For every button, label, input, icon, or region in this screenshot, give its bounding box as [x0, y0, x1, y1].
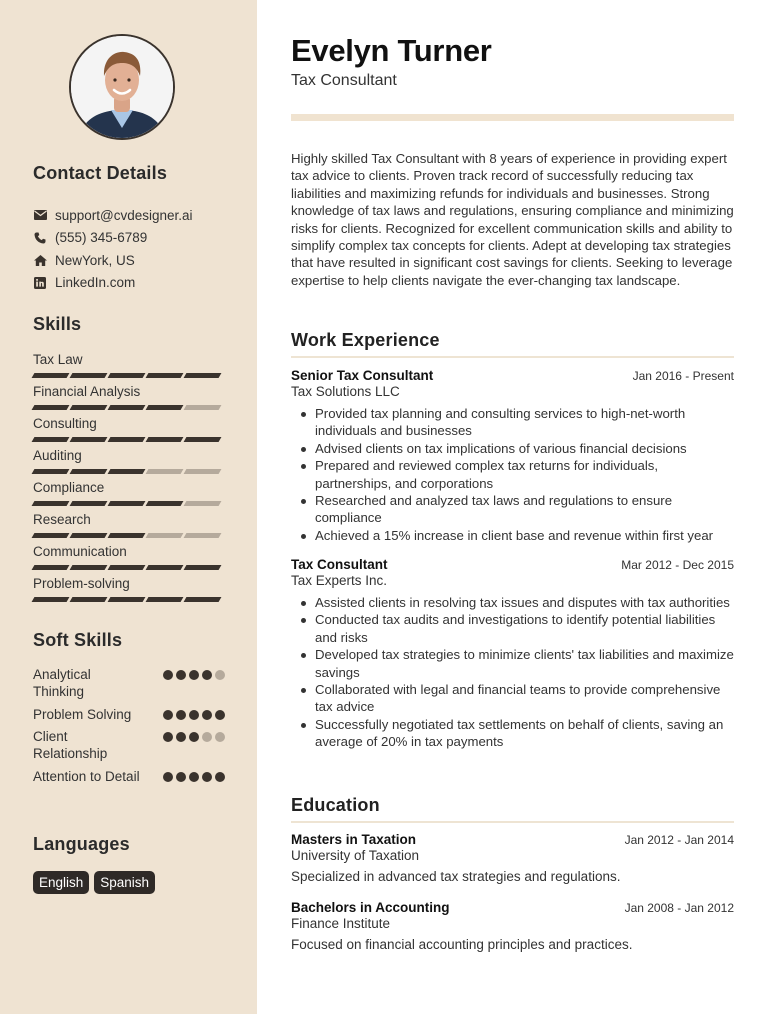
rating-dot [176, 670, 186, 680]
bullet-item: Achieved a 15% increase in client base and revenue within first year [291, 527, 734, 544]
skill-level-segment [184, 469, 222, 474]
rating-dot [215, 732, 225, 742]
bullet-item: Advised clients on tax implications of various financial decisions [291, 440, 734, 457]
bullet-item: Provided tax planning and consulting services to high-net-worth individuals and businesses [291, 405, 734, 440]
soft-skill-label: Problem Solving [33, 707, 132, 722]
work-heading: Work Experience [291, 330, 440, 350]
education-dates: Jan 2012 - Jan 2014 [624, 833, 734, 847]
job-entry [291, 368, 734, 544]
skill-level-bar [33, 501, 225, 506]
rating-dot [215, 670, 225, 680]
skill-level-segment [108, 501, 146, 506]
language-tag: Spanish [94, 871, 155, 894]
soft-skill-rating [163, 772, 225, 782]
rating-dot [189, 732, 199, 742]
rating-dot [202, 710, 212, 720]
contact-phone[interactable] [33, 227, 193, 250]
skill-level-segment [70, 597, 108, 602]
skill-level-segment [108, 597, 146, 602]
rating-dot [176, 732, 186, 742]
skill-level-segment [146, 533, 184, 538]
skill-label: Financial Analysis [33, 384, 141, 399]
skill-level-segment [70, 437, 108, 442]
skill-level-bar [33, 533, 225, 538]
skill-level-segment [146, 597, 184, 602]
sidebar [0, 0, 257, 1014]
phone-icon [33, 231, 47, 245]
job-dates: Jan 2016 - Present [632, 369, 734, 383]
skill-item [33, 511, 225, 543]
candidate-title: Tax Consultant [291, 72, 397, 89]
skill-item [33, 383, 225, 415]
degree-title: Masters in Taxation [291, 832, 417, 847]
summary-text: Highly skilled Tax Consultant with 8 years of experience in providing expert tax advice to clients. Proven track record of successfully reducing tax liabilities and maximizing refunds for individuals and businesses. Strong knowledge of tax laws and regulations, ensuring compliance and minimizing risks for clients. Recognized for excellent communication skills and ability to simplify complex tax concepts for clients. Adept at developing tax strategies that have resulted in significant cost savings for clients. Seeking to leverage expertise to help clients navigate the ever-changing tax landscape. [291, 151, 734, 288]
skill-level-segment [32, 373, 70, 378]
candidate-name: Evelyn Turner [291, 33, 492, 68]
skill-level-segment [70, 405, 108, 410]
envelope-icon [33, 208, 47, 222]
soft-skill-label: Analytical Thinking [33, 667, 91, 699]
education-entry [291, 900, 734, 952]
skill-level-segment [146, 501, 184, 506]
skills-list [33, 351, 225, 607]
skill-level-bar [33, 565, 225, 570]
skill-label: Research [33, 512, 91, 527]
skill-level-segment [70, 533, 108, 538]
work-divider [291, 356, 734, 358]
bullet-item: Conducted tax audits and investigations to identify potential liabilities and risks [291, 611, 734, 646]
skill-level-segment [184, 533, 222, 538]
bullet-item: Developed tax strategies to minimize clients' tax liabilities and maximize savings [291, 646, 734, 681]
bullet-item: Collaborated with legal and financial teams to provide comprehensive tax advice [291, 681, 734, 716]
bullet-item: Successfully negotiated tax settlements on behalf of clients, saving an average of 20% in tax payments [291, 716, 734, 751]
skill-level-segment [146, 373, 184, 378]
skill-level-segment [32, 405, 70, 410]
skill-item [33, 447, 225, 479]
skill-level-segment [108, 565, 146, 570]
bullet-item: Researched and analyzed tax laws and regulations to ensure compliance [291, 492, 734, 527]
rating-dot [202, 732, 212, 742]
profile-photo [69, 34, 175, 140]
education-dates: Jan 2008 - Jan 2012 [624, 901, 734, 915]
skill-level-segment [146, 405, 184, 410]
rating-dot [163, 772, 173, 782]
rating-dot [163, 710, 173, 720]
skill-level-segment [184, 405, 222, 410]
education-description: Specialized in advanced tax strategies and regulations. [291, 869, 621, 884]
skill-level-bar [33, 469, 225, 474]
skill-level-segment [32, 533, 70, 538]
skill-level-segment [108, 533, 146, 538]
rating-dot [215, 710, 225, 720]
rating-dot [202, 772, 212, 782]
bullet-item: Assisted clients in resolving tax issues and disputes with tax authorities [291, 594, 734, 611]
skill-item [33, 543, 225, 575]
skill-label: Consulting [33, 416, 97, 431]
skills-heading: Skills [33, 314, 82, 334]
contact-linkedin[interactable] [33, 272, 193, 295]
skill-label: Problem-solving [33, 576, 130, 591]
skill-item [33, 575, 225, 607]
skill-level-segment [184, 373, 222, 378]
skill-level-segment [32, 469, 70, 474]
skill-level-segment [108, 405, 146, 410]
soft-skills-heading: Soft Skills [33, 630, 123, 650]
skill-level-segment [70, 565, 108, 570]
rating-dot [189, 710, 199, 720]
soft-skill-item [33, 706, 225, 723]
skill-level-segment [32, 501, 70, 506]
contact-heading: Contact Details [33, 163, 168, 183]
job-bullets [291, 594, 734, 751]
contact-location [33, 249, 193, 272]
rating-dot [163, 732, 173, 742]
skill-level-segment [184, 501, 222, 506]
soft-skill-label: Attention to Detail [33, 769, 140, 784]
skill-level-segment [184, 597, 222, 602]
education-heading: Education [291, 795, 380, 815]
skill-level-segment [70, 469, 108, 474]
rating-dot [176, 710, 186, 720]
rating-dot [163, 670, 173, 680]
soft-skill-item [33, 728, 225, 762]
job-dates: Mar 2012 - Dec 2015 [621, 558, 734, 572]
skill-level-segment [32, 565, 70, 570]
job-title: Senior Tax Consultant [291, 368, 434, 383]
rating-dot [215, 772, 225, 782]
education-description: Focused on financial accounting principles and practices. [291, 937, 633, 952]
job-bullets [291, 405, 734, 544]
soft-skill-item [33, 666, 225, 700]
contact-email[interactable] [33, 204, 193, 227]
languages-heading: Languages [33, 834, 130, 854]
skill-level-segment [108, 373, 146, 378]
education-entry [291, 832, 734, 884]
skill-level-segment [108, 469, 146, 474]
job-company: Tax Experts Inc. [291, 573, 388, 588]
skill-level-segment [32, 597, 70, 602]
soft-skill-rating [163, 710, 225, 720]
contact-phone-text: (555) 345-6789 [55, 230, 148, 246]
rating-dot [176, 772, 186, 782]
contact-email-text: support@cvdesigner.ai [55, 207, 193, 223]
job-title: Tax Consultant [291, 557, 388, 572]
contact-linkedin-text: LinkedIn.com [55, 275, 136, 291]
rating-dot [189, 772, 199, 782]
school-name: Finance Institute [291, 916, 391, 931]
skill-item [33, 415, 225, 447]
skill-label: Communication [33, 544, 127, 559]
skill-level-bar [33, 373, 225, 378]
contact-list [33, 204, 193, 294]
soft-skill-rating [163, 670, 225, 680]
skill-level-segment [146, 565, 184, 570]
skill-level-segment [184, 437, 222, 442]
degree-title: Bachelors in Accounting [291, 900, 450, 915]
skill-item [33, 479, 225, 511]
skill-level-segment [146, 437, 184, 442]
skill-level-bar [33, 437, 225, 442]
header-divider [291, 114, 734, 121]
job-entry [291, 557, 734, 751]
skill-item [33, 351, 225, 383]
linkedin-icon [33, 276, 47, 290]
skill-label: Compliance [33, 480, 105, 495]
skill-level-bar [33, 597, 225, 602]
home-icon [33, 253, 47, 267]
school-name: University of Taxation [291, 848, 420, 863]
rating-dot [189, 670, 199, 680]
rating-dot [202, 670, 212, 680]
skill-level-segment [32, 437, 70, 442]
skill-level-segment [70, 373, 108, 378]
language-tag: English [33, 871, 89, 894]
skill-label: Auditing [33, 448, 82, 463]
skill-level-segment [146, 469, 184, 474]
skill-level-segment [108, 437, 146, 442]
soft-skill-rating [163, 732, 225, 742]
skill-level-segment [184, 565, 222, 570]
job-company: Tax Solutions LLC [291, 384, 400, 399]
contact-location-text: NewYork, US [55, 252, 135, 268]
education-divider [291, 821, 734, 823]
languages-list [33, 871, 155, 894]
soft-skill-label: Client Relationship [33, 729, 108, 761]
soft-skill-item [33, 768, 225, 785]
skill-label: Tax Law [33, 352, 83, 367]
bullet-item: Prepared and reviewed complex tax returns for individuals, partnerships, and corporations [291, 457, 734, 492]
skill-level-bar [33, 405, 225, 410]
skill-level-segment [70, 501, 108, 506]
